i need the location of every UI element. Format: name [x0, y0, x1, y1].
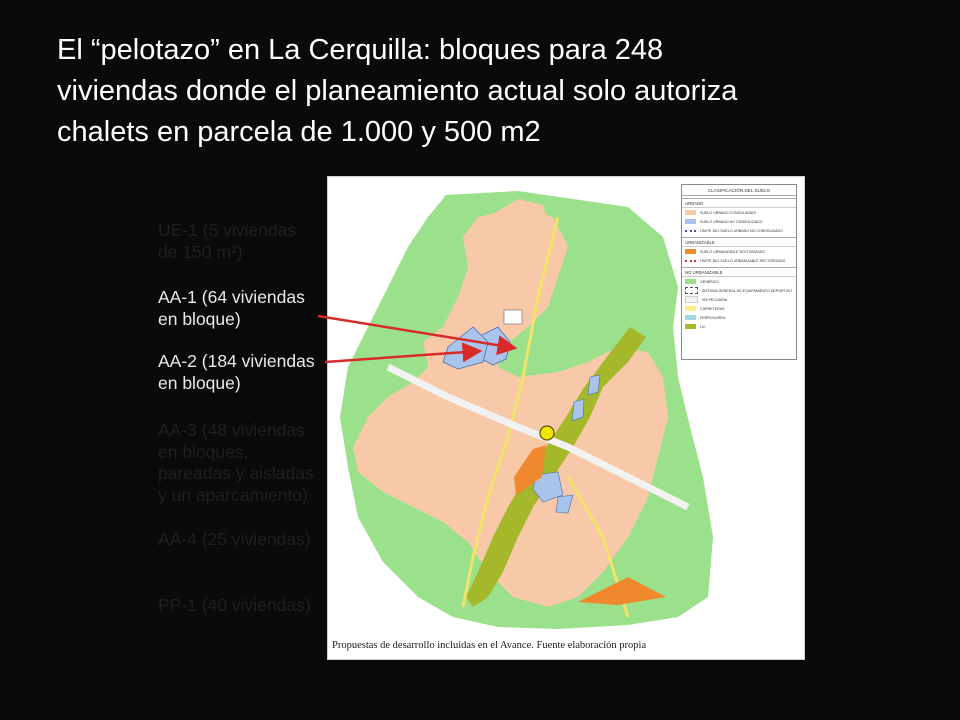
legend-item-label: SUELO URBANO CONSOLIDADO [700, 210, 757, 215]
legend-item [682, 277, 796, 286]
label-aa2-line-2: en bloque) [158, 372, 241, 393]
parcel-river-1 [588, 375, 600, 395]
legend-item [682, 217, 796, 226]
label-pp1-line-1: PP-1 (40 viviendas) [158, 595, 311, 615]
legend-item [682, 295, 796, 304]
legend-swatch [685, 279, 696, 284]
legend-item [682, 286, 796, 295]
label-aa3 [158, 420, 314, 506]
label-aa3-line-2: en bloques, [158, 441, 249, 462]
map-legend [681, 184, 797, 360]
title-line-3: chalets en parcela de 1.000 y 500 m2 [57, 116, 541, 148]
label-aa1-line-1: AA-1 (64 viviendas [158, 287, 305, 307]
legend-swatch [685, 306, 696, 311]
legend-item-label: LÍMITE DEL SUELO URBANO NO CONSOLIDADO [700, 228, 783, 233]
legend-item-label: CARRETERAS [700, 306, 725, 311]
label-aa1 [158, 287, 305, 330]
title-line-1: El “pelotazo” en La Cerquilla: bloques para 248 [57, 34, 664, 66]
zoning-map [327, 176, 805, 660]
legend-item-label: VÍA PECUARIA [702, 297, 727, 302]
legend-item-label: SUELO URBANO NO CONSOLIDADO [700, 219, 763, 224]
label-aa2-line-1: AA-2 (184 viviendas [158, 351, 315, 371]
legend-item [682, 304, 796, 313]
label-aa1-line-2: en bloque) [158, 308, 241, 329]
legend-section-urbanizable: URBANIZABLE [682, 237, 796, 247]
legend-swatch [685, 324, 696, 329]
legend-item [682, 247, 796, 256]
label-aa3-line-1: AA-3 (48 viviendas [158, 420, 305, 440]
legend-heading: CLASIFICACIÓN DEL SUELO [682, 185, 796, 196]
legend-item-label: FERROCARRIL [700, 315, 726, 320]
legend-swatch [685, 287, 698, 294]
legend-section-no-urbanizable: NO URBANIZABLE [682, 267, 796, 277]
label-aa4-line-1: AA-4 (25 viviendas) [158, 529, 311, 549]
label-aa4 [158, 529, 311, 551]
title-line-2: viviendas donde el planeamiento actual solo autoriza [57, 75, 738, 107]
legend-item [682, 226, 796, 235]
legend-section-urbano: URBANO [682, 198, 796, 208]
legend-item [682, 313, 796, 322]
parcel-white-aa [504, 310, 522, 324]
label-ue1-line-2: de 150 m²) [158, 241, 243, 262]
label-aa2 [158, 351, 315, 394]
legend-swatch [685, 315, 696, 320]
legend-item-label: LÍMITE DEL SUELO URBANIZABLE SECTORIZADO [700, 258, 786, 263]
legend-item-label: SUELO URBANIZABLE SECTORIZADO [700, 249, 766, 254]
slide-title [57, 30, 857, 153]
label-aa3-line-4: y un aparcamiento) [158, 484, 308, 505]
legend-item-label: GENÉRICO [700, 279, 720, 284]
map-caption: Propuestas de desarrollo incluidas en el Avance. Fuente elaboración propia [332, 640, 647, 651]
legend-swatch [685, 296, 698, 303]
label-aa3-line-3: pareadas y aisladas [158, 463, 314, 483]
label-ue1 [158, 220, 296, 263]
label-ue1-line-1: UE-1 (5 viviendas [158, 220, 297, 240]
legend-item-label: LIC [700, 324, 706, 329]
legend-item [682, 208, 796, 217]
legend-swatch [685, 210, 696, 215]
label-pp1 [158, 595, 311, 617]
location-marker [540, 426, 554, 440]
legend-item [682, 322, 796, 331]
legend-swatch [685, 260, 696, 262]
legend-swatch [685, 219, 696, 224]
legend-swatch [685, 249, 696, 254]
legend-item-label: SISTEMA GENERAL DE EQUIPAMIENTO DEPORTIVO [702, 288, 792, 293]
legend-swatch [685, 230, 696, 232]
legend-item [682, 256, 796, 265]
